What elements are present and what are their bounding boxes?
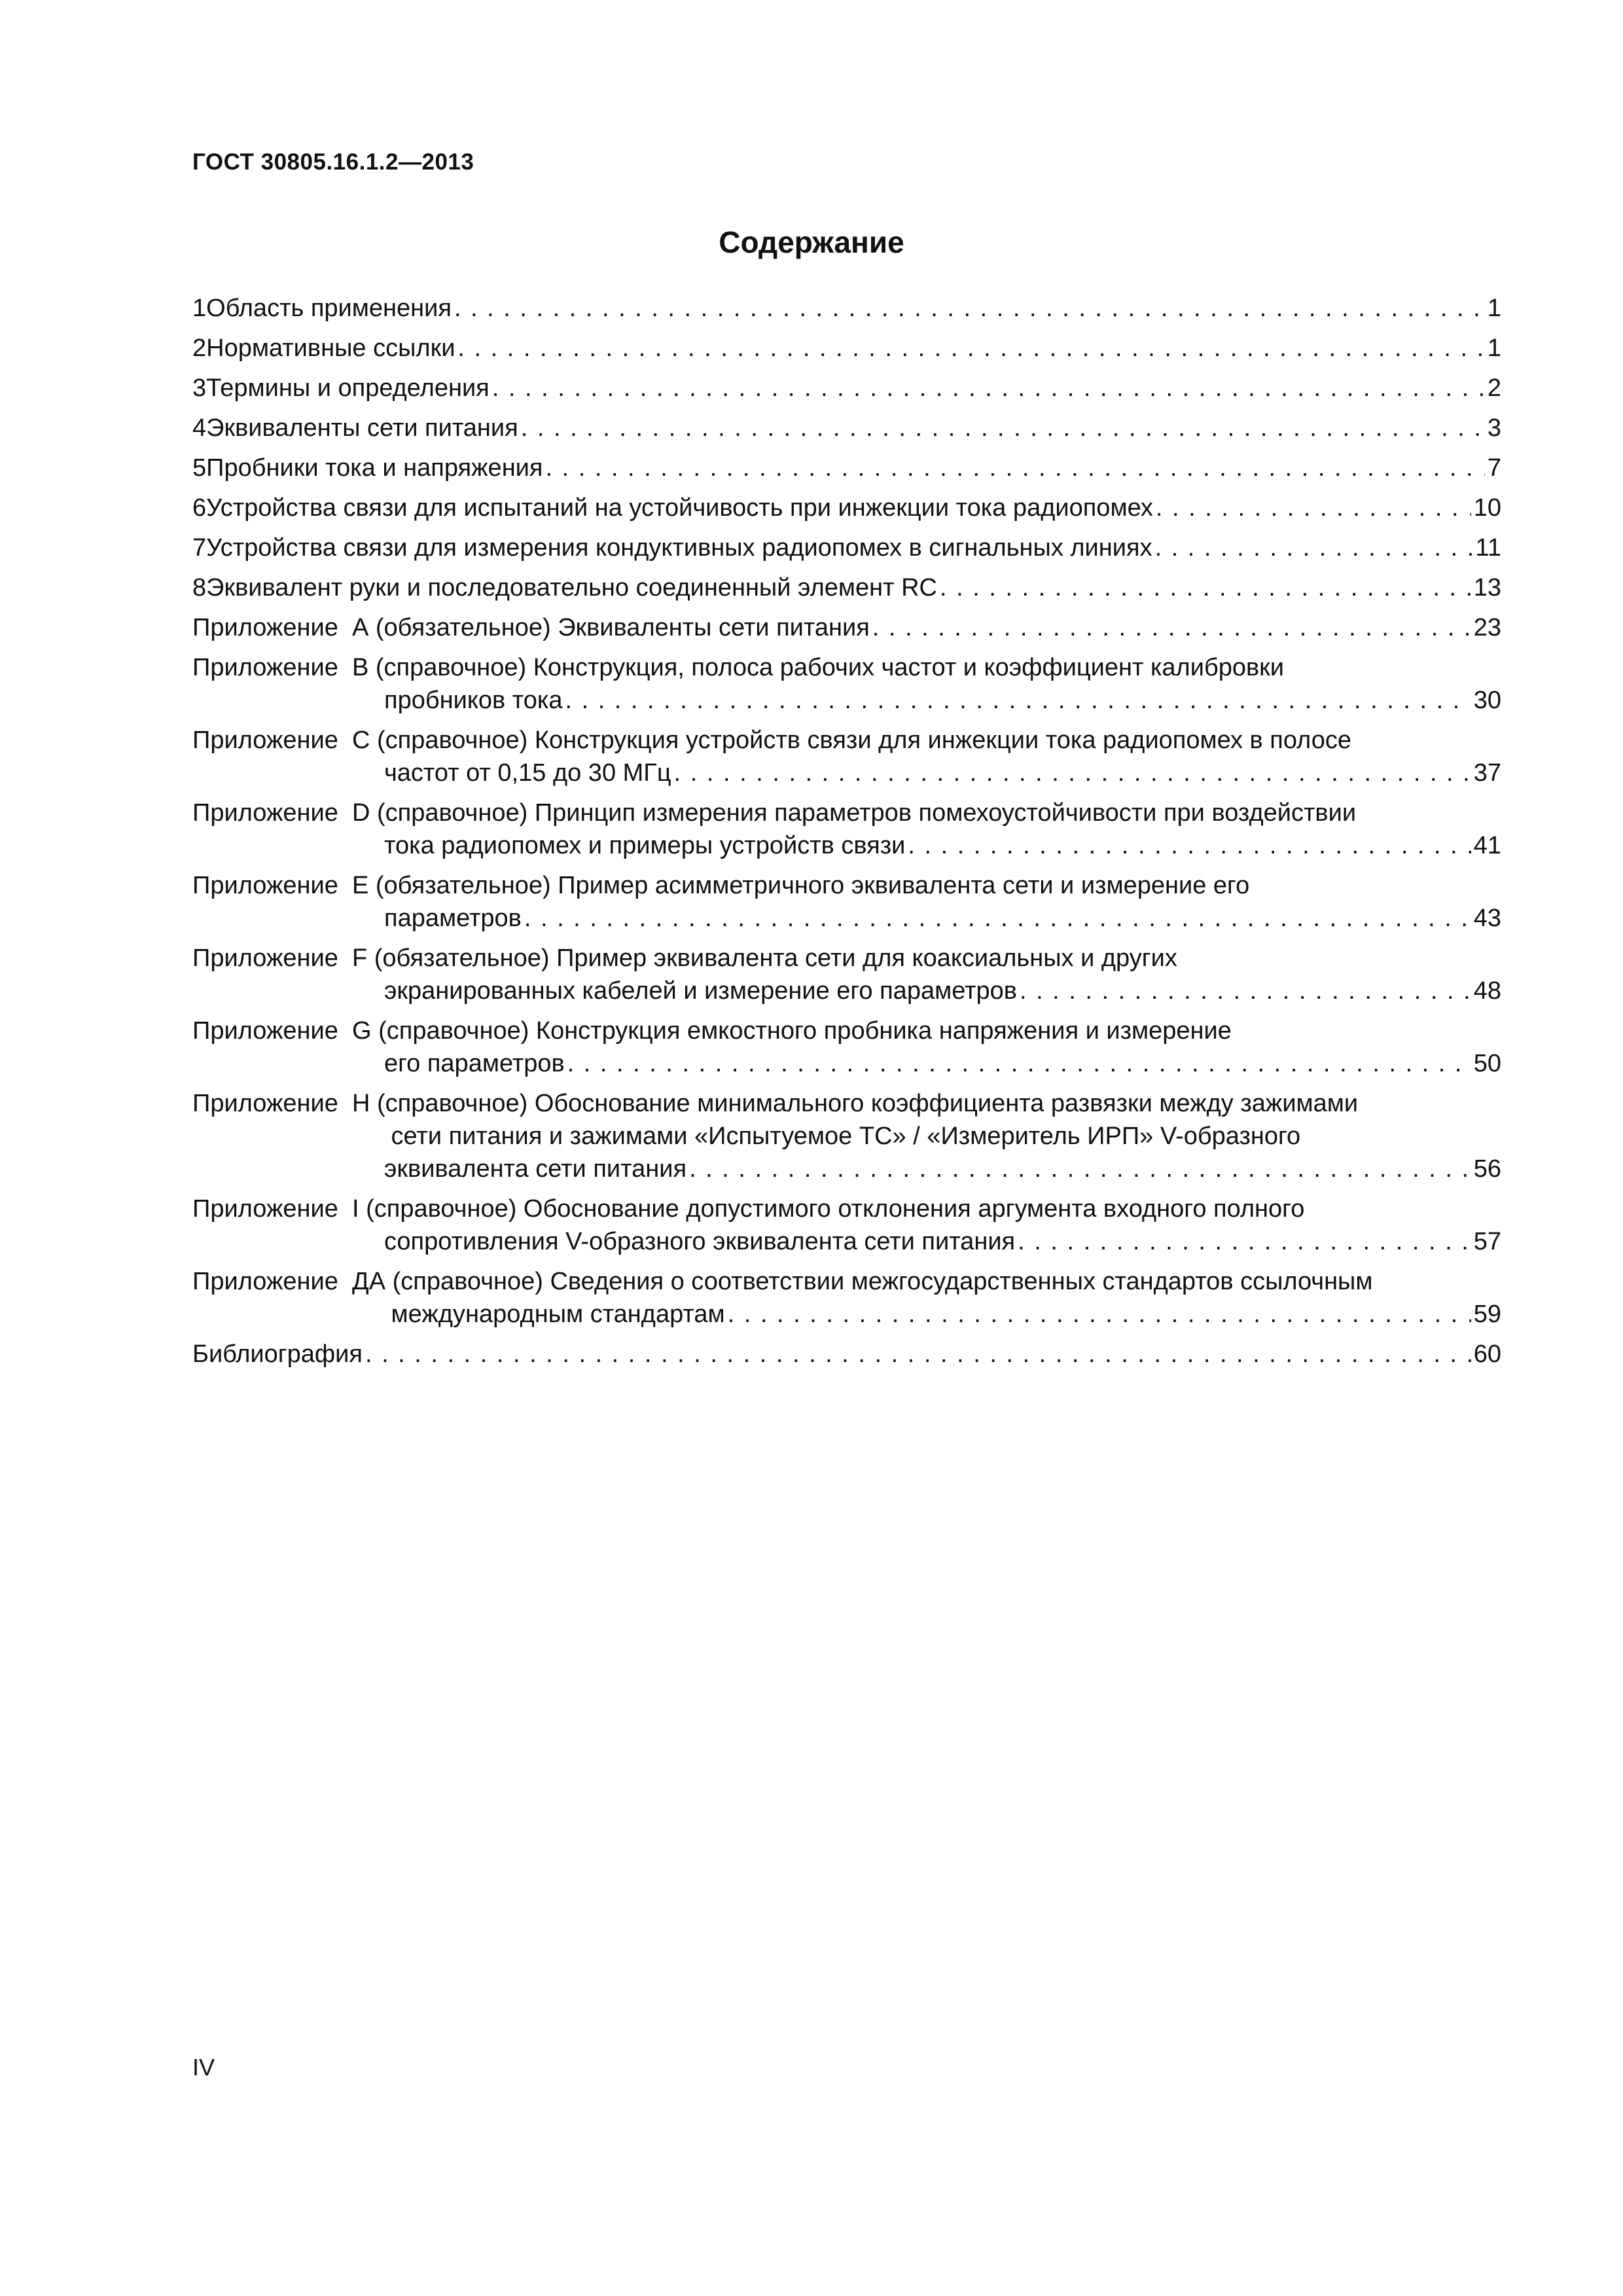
toc-entry-text: Нормативные ссылки bbox=[206, 334, 455, 362]
toc-entry-line bbox=[192, 1338, 1501, 1371]
toc-entry-line bbox=[192, 372, 1501, 404]
toc-leader-dots bbox=[365, 1338, 1471, 1371]
toc-entry-text: Приложение В (справочное) Конструкция, полоса рабочих частот и коэффициент калибровки bbox=[192, 654, 1285, 681]
toc-leader-dots bbox=[524, 902, 1471, 935]
toc-leader-dots bbox=[674, 757, 1471, 789]
toc-entry-number: 3 bbox=[192, 374, 207, 402]
toc-entry-line bbox=[192, 975, 1501, 1007]
toc-leader-dots bbox=[545, 452, 1484, 484]
toc-leader-dots bbox=[454, 292, 1485, 325]
toc-page-number: 13 bbox=[1473, 574, 1501, 601]
toc-entry-text: Область применения bbox=[206, 295, 452, 322]
toc-page-number: 7 bbox=[1487, 454, 1501, 482]
toc-entry-text: Приложение Н (справочное) Обоснование минимального коэффициента развязки между зажимами bbox=[192, 1090, 1359, 1117]
toc-entry-text: параметров bbox=[384, 905, 522, 932]
toc-page-number: 3 bbox=[1487, 414, 1501, 442]
toc-leader-dots bbox=[565, 684, 1471, 717]
toc-entry-text: пробников тока bbox=[384, 687, 563, 714]
toc-entry-text: Библиография bbox=[192, 1340, 363, 1368]
toc-leader-dots bbox=[1156, 492, 1471, 524]
toc-page-number: 41 bbox=[1473, 832, 1501, 859]
toc-entry-text: Приложение С (справочное) Конструкция устройств связи для инжекции тока радиопомех в полосе bbox=[192, 726, 1351, 754]
toc-entry[interactable] bbox=[192, 869, 1501, 935]
toc-entry-line bbox=[192, 571, 1501, 604]
toc-entry-line bbox=[192, 651, 1501, 684]
toc-page-number: 48 bbox=[1473, 977, 1501, 1005]
toc-entry-line bbox=[192, 1298, 1501, 1331]
toc-entry-text: экранированных кабелей и измерение его параметров bbox=[384, 977, 1017, 1005]
toc-entry-text: частот от 0,15 до 30 МГц bbox=[384, 759, 671, 787]
toc-entry[interactable] bbox=[192, 1087, 1501, 1185]
toc-entry-line bbox=[192, 1225, 1501, 1258]
toc-entry[interactable] bbox=[192, 1338, 1501, 1371]
toc-entry-line bbox=[192, 902, 1501, 935]
toc-leader-dots bbox=[1020, 975, 1471, 1007]
toc-entry-line bbox=[192, 829, 1501, 862]
toc-entry-text: Эквиваленты сети питания bbox=[206, 414, 518, 442]
toc-leader-dots bbox=[872, 611, 1471, 644]
toc-entry[interactable] bbox=[192, 797, 1501, 862]
toc-entry[interactable] bbox=[192, 332, 1501, 365]
toc-entry-text: Термины и определения bbox=[206, 374, 490, 402]
toc-entry-line bbox=[192, 531, 1501, 564]
toc-entry-number: 2 bbox=[192, 334, 207, 362]
toc-entry-text: Приложение ДА (справочное) Сведения о соответствии межгосударственных стандартов ссылочным bbox=[192, 1268, 1373, 1295]
toc-title: Содержание bbox=[719, 225, 904, 259]
toc-page-number: 1 bbox=[1487, 334, 1501, 362]
toc-entry-line bbox=[192, 292, 1501, 325]
toc-leader-dots bbox=[521, 412, 1485, 444]
toc-page-number: 37 bbox=[1473, 759, 1501, 787]
toc-page-number: 2 bbox=[1487, 374, 1501, 402]
toc-entry[interactable] bbox=[192, 942, 1501, 1007]
toc-entry[interactable] bbox=[192, 531, 1501, 564]
toc-entry-number: 6 bbox=[192, 494, 207, 522]
toc-entry-text: международным стандартам bbox=[384, 1300, 725, 1328]
toc-entry[interactable] bbox=[192, 492, 1501, 524]
toc-page-number: 23 bbox=[1473, 614, 1501, 641]
toc-entry-line bbox=[192, 332, 1501, 365]
toc-entry-line bbox=[192, 492, 1501, 524]
toc-entry[interactable] bbox=[192, 412, 1501, 444]
toc-page-number: 43 bbox=[1473, 905, 1501, 932]
toc-entry-number: 8 bbox=[192, 574, 207, 601]
toc-leader-dots bbox=[492, 372, 1485, 404]
toc-entry-number: 1 bbox=[192, 295, 207, 322]
toc-page-number: 11 bbox=[1475, 534, 1501, 562]
toc-leader-dots bbox=[940, 571, 1471, 604]
toc-entry-text: Приложение I (справочное) Обоснование допустимого отклонения аргумента входного полного bbox=[192, 1195, 1305, 1223]
toc-entry-line bbox=[192, 1265, 1501, 1298]
toc-entry[interactable] bbox=[192, 292, 1501, 325]
toc-entry[interactable] bbox=[192, 571, 1501, 604]
toc-leader-dots bbox=[689, 1153, 1471, 1185]
toc-entry-line bbox=[192, 1014, 1501, 1047]
table-of-contents bbox=[192, 292, 1501, 1378]
toc-entry-line bbox=[192, 611, 1501, 644]
toc-leader-dots bbox=[567, 1047, 1471, 1080]
toc-entry-line bbox=[192, 757, 1501, 789]
toc-entry-line bbox=[192, 1120, 1501, 1153]
toc-entry-line bbox=[192, 1087, 1501, 1120]
toc-entry-line bbox=[192, 684, 1501, 717]
toc-entry-line bbox=[192, 724, 1501, 757]
toc-entry[interactable] bbox=[192, 372, 1501, 404]
toc-page-number: 56 bbox=[1473, 1155, 1501, 1183]
page-number: IV bbox=[192, 2054, 215, 2081]
toc-entry[interactable] bbox=[192, 1265, 1501, 1331]
toc-leader-dots bbox=[908, 829, 1471, 862]
toc-entry-text: Устройства связи для испытаний на устойчивость при инжекции тока радиопомех bbox=[206, 494, 1153, 522]
toc-entry-text: Приложение D (справочное) Принцип измерения параметров помехоустойчивости при воздействии bbox=[192, 799, 1357, 827]
toc-entry[interactable] bbox=[192, 651, 1501, 717]
toc-entry-line bbox=[192, 1153, 1501, 1185]
toc-page-number: 30 bbox=[1473, 687, 1501, 714]
toc-entry-line bbox=[192, 452, 1501, 484]
toc-entry-text: эквивалента сети питания bbox=[384, 1155, 687, 1183]
toc-entry[interactable] bbox=[192, 724, 1501, 789]
toc-entry-text: Приложение G (справочное) Конструкция емкостного пробника напряжения и измерение bbox=[192, 1017, 1232, 1045]
toc-leader-dots bbox=[1018, 1225, 1471, 1258]
toc-entry-line bbox=[192, 869, 1501, 902]
toc-page-number: 10 bbox=[1473, 494, 1501, 522]
toc-entry[interactable] bbox=[192, 1014, 1501, 1080]
toc-page-number: 1 bbox=[1487, 295, 1501, 322]
toc-entry-text: сети питания и зажимами «Испытуемое ТС» / «Измеритель ИРП» V-образного bbox=[384, 1122, 1301, 1150]
toc-entry[interactable] bbox=[192, 1193, 1501, 1258]
toc-page-number: 59 bbox=[1473, 1300, 1501, 1328]
toc-entry-line bbox=[192, 942, 1501, 975]
toc-entry-line bbox=[192, 797, 1501, 829]
document-code: ГОСТ 30805.16.1.2—2013 bbox=[192, 149, 474, 175]
toc-page-number: 57 bbox=[1473, 1228, 1501, 1255]
toc-entry-text: Устройства связи для измерения кондуктивных радиопомех в сигнальных линиях bbox=[206, 534, 1152, 562]
toc-entry[interactable] bbox=[192, 452, 1501, 484]
toc-entry-text: Приложение А (обязательное) Эквиваленты сети питания bbox=[192, 614, 870, 641]
toc-entry-line bbox=[192, 412, 1501, 444]
toc-entry-text: сопротивления V-образного эквивалента сети питания bbox=[384, 1228, 1016, 1255]
toc-entry-number: 7 bbox=[192, 534, 207, 562]
toc-entry[interactable] bbox=[192, 611, 1501, 644]
toc-entry-text: Эквивалент руки и последовательно соединенный элемент RC bbox=[206, 574, 937, 601]
toc-leader-dots bbox=[457, 332, 1484, 365]
toc-entry-line bbox=[192, 1193, 1501, 1225]
toc-entry-text: Приложение Е (обязательное) Пример асимметричного эквивалента сети и измерение его bbox=[192, 872, 1250, 899]
toc-leader-dots bbox=[728, 1298, 1471, 1331]
toc-page-number: 60 bbox=[1473, 1340, 1501, 1368]
toc-entry-text: тока радиопомех и примеры устройств связи bbox=[384, 832, 906, 859]
toc-entry-number: 5 bbox=[192, 454, 207, 482]
toc-leader-dots bbox=[1155, 531, 1473, 564]
toc-entry-text: Пробники тока и напряжения bbox=[206, 454, 543, 482]
toc-entry-text: Приложение F (обязательное) Пример эквивалента сети для коаксиальных и других bbox=[192, 944, 1177, 972]
toc-page-number: 50 bbox=[1473, 1050, 1501, 1077]
toc-entry-line bbox=[192, 1047, 1501, 1080]
toc-entry-number: 4 bbox=[192, 414, 207, 442]
toc-entry-text: его параметров bbox=[384, 1050, 565, 1077]
